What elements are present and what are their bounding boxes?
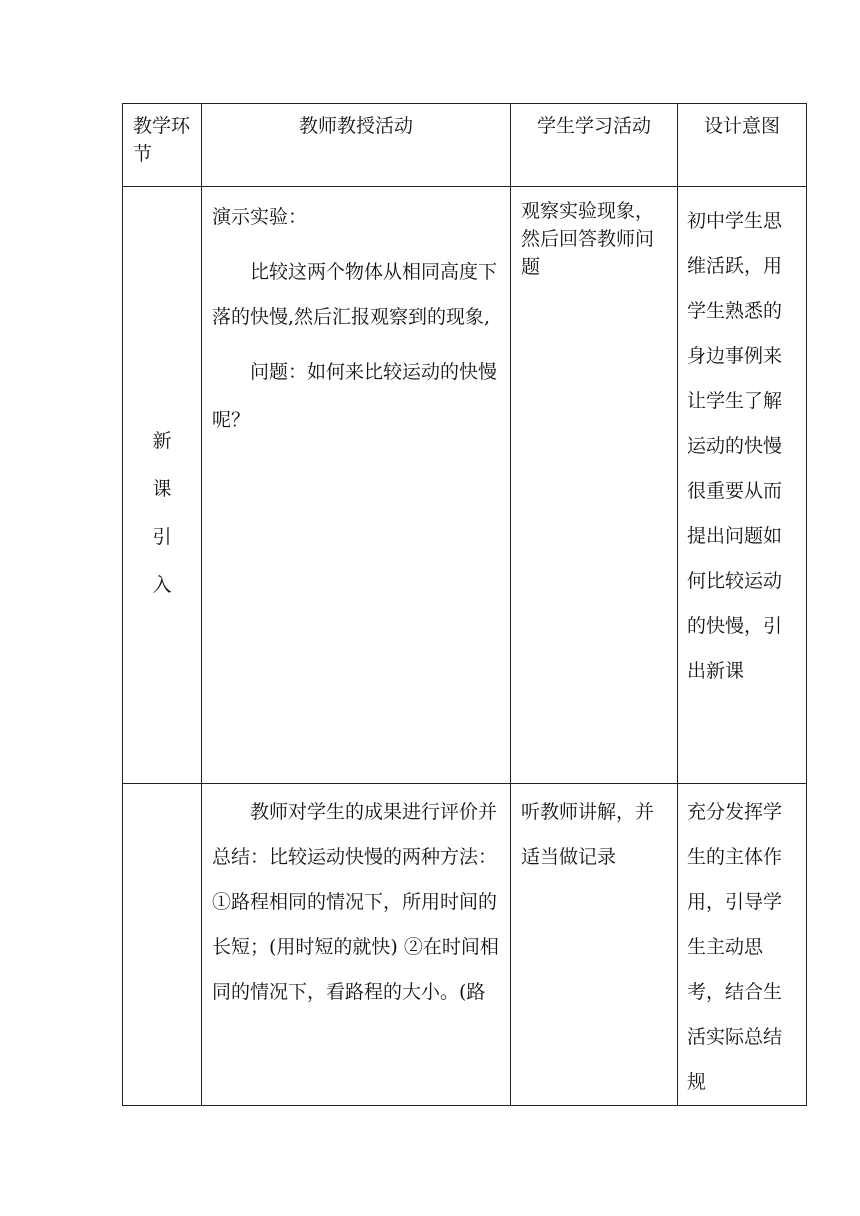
teacher-activity-cell [202,784,511,1106]
teacher-line: 演示实验： [212,206,308,228]
stage-char: 课 [152,478,172,500]
design-intent-cell [678,784,807,1106]
design-intent-cell [678,187,807,784]
stage-cell [123,187,202,784]
teacher-line: 问题：如何来比较运动的快慢 [250,361,498,383]
header-intent: 设计意图 [678,104,807,187]
header-stage: 教学环节 [123,104,202,187]
student-activity: 观察实验现象，然后回答教师问题 [521,200,655,278]
header-student: 学生学习活动 [511,104,678,187]
design-intent: 充分发挥学生的主体作用，引导学生主动思考，结合生活实际总结规 [687,801,783,1093]
table-row [123,784,807,1106]
teacher-activity-cell [202,187,511,784]
student-activity-cell [511,784,678,1106]
stage-char: 引 [152,526,172,548]
student-activity: 听教师讲解，并适当做记录 [521,801,655,868]
lesson-plan-table [122,103,807,1106]
design-intent: 初中学生思维活跃，用学生熟悉的身边事例来让学生了解运动的快慢很重要从而提出问题如何比较运动的快慢，引出新课 [687,210,783,682]
table-row [123,187,807,784]
teacher-line: 呢？ [212,409,251,431]
student-activity-cell [511,187,678,784]
teacher-line: 比较这两个物体从相同高度下落的快慢,然后汇报观察到的现象, [212,261,498,328]
stage-char: 入 [152,574,172,596]
header-teacher: 教师教授活动 [202,104,511,187]
header-row [123,104,807,187]
teacher-line: 教师对学生的成果进行评价并总结：比较运动快慢的两种方法：①路程相同的情况下，所用时间的长短；(用时短的就快) ②在时间相同的情况下，看路程的大小。(路 [212,801,499,1003]
stage-char: 新 [152,430,172,452]
stage-cell [123,784,202,1106]
